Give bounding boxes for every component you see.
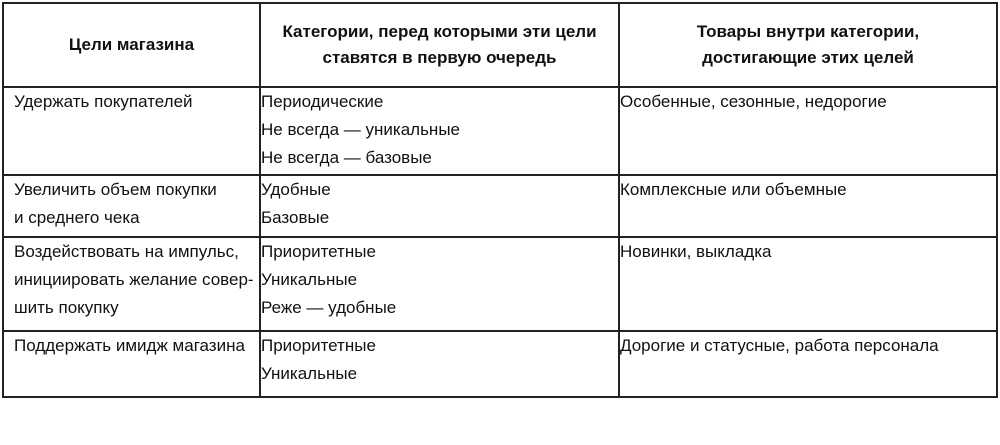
- goal-line: Удержать покупателей: [14, 92, 193, 111]
- products-cell: [619, 175, 997, 237]
- products-cell: [619, 237, 997, 331]
- header-row: [3, 3, 997, 87]
- table-row: [3, 175, 997, 237]
- category-line: Не всегда — базовые: [261, 148, 432, 167]
- category-line: Реже — удобные: [261, 298, 397, 317]
- categories-cell: [260, 87, 619, 175]
- products-text: Новинки, выкладка: [620, 242, 772, 261]
- products-text: Особенные, сезонные, недорогие: [620, 92, 887, 111]
- products-text: Комплексные или объемные: [620, 180, 847, 199]
- goal-cell: [3, 331, 260, 397]
- category-line: Периодические: [261, 92, 384, 111]
- table-row: [3, 87, 997, 175]
- products-text: Дорогие и статусные, работа персонала: [620, 336, 939, 355]
- category-line: Уникальные: [261, 270, 358, 289]
- goal-cell: [3, 175, 260, 237]
- goal-line: и среднего чека: [14, 208, 140, 227]
- header-categories-line-1: Категории, перед которыми эти цели: [282, 22, 597, 41]
- goal-line: инициировать желание совер-: [14, 270, 254, 289]
- category-line: Приоритетные: [261, 242, 376, 261]
- categories-cell: [260, 331, 619, 397]
- header-categories: [260, 3, 619, 87]
- goal-line: Увеличить объем покупки: [14, 180, 217, 199]
- goal-cell: [3, 237, 260, 331]
- category-line: Приоритетные: [261, 336, 376, 355]
- goal-line: шить покупку: [14, 298, 119, 317]
- store-goals-table: [2, 2, 998, 398]
- header-goals-text: Цели магазина: [68, 35, 195, 54]
- header-products: [619, 3, 997, 87]
- category-line: Базовые: [261, 208, 330, 227]
- header-products-line-2: достигающие этих целей: [702, 48, 914, 67]
- categories-cell: [260, 237, 619, 331]
- goal-line: Поддержать имидж магазина: [14, 336, 245, 355]
- category-line: Уникальные: [261, 364, 358, 383]
- categories-cell: [260, 175, 619, 237]
- category-line: Удобные: [261, 180, 331, 199]
- goal-line: Воздействовать на импульс,: [14, 242, 239, 261]
- table-row: [3, 237, 997, 331]
- header-products-line-1: Товары внутри категории,: [696, 22, 920, 41]
- category-line: Не всегда — уникальные: [261, 120, 460, 139]
- products-cell: [619, 87, 997, 175]
- header-goals: [3, 3, 260, 87]
- goal-cell: [3, 87, 260, 175]
- table-row: [3, 331, 997, 397]
- header-categories-line-2: ставятся в первую очередь: [322, 48, 557, 67]
- products-cell: [619, 331, 997, 397]
